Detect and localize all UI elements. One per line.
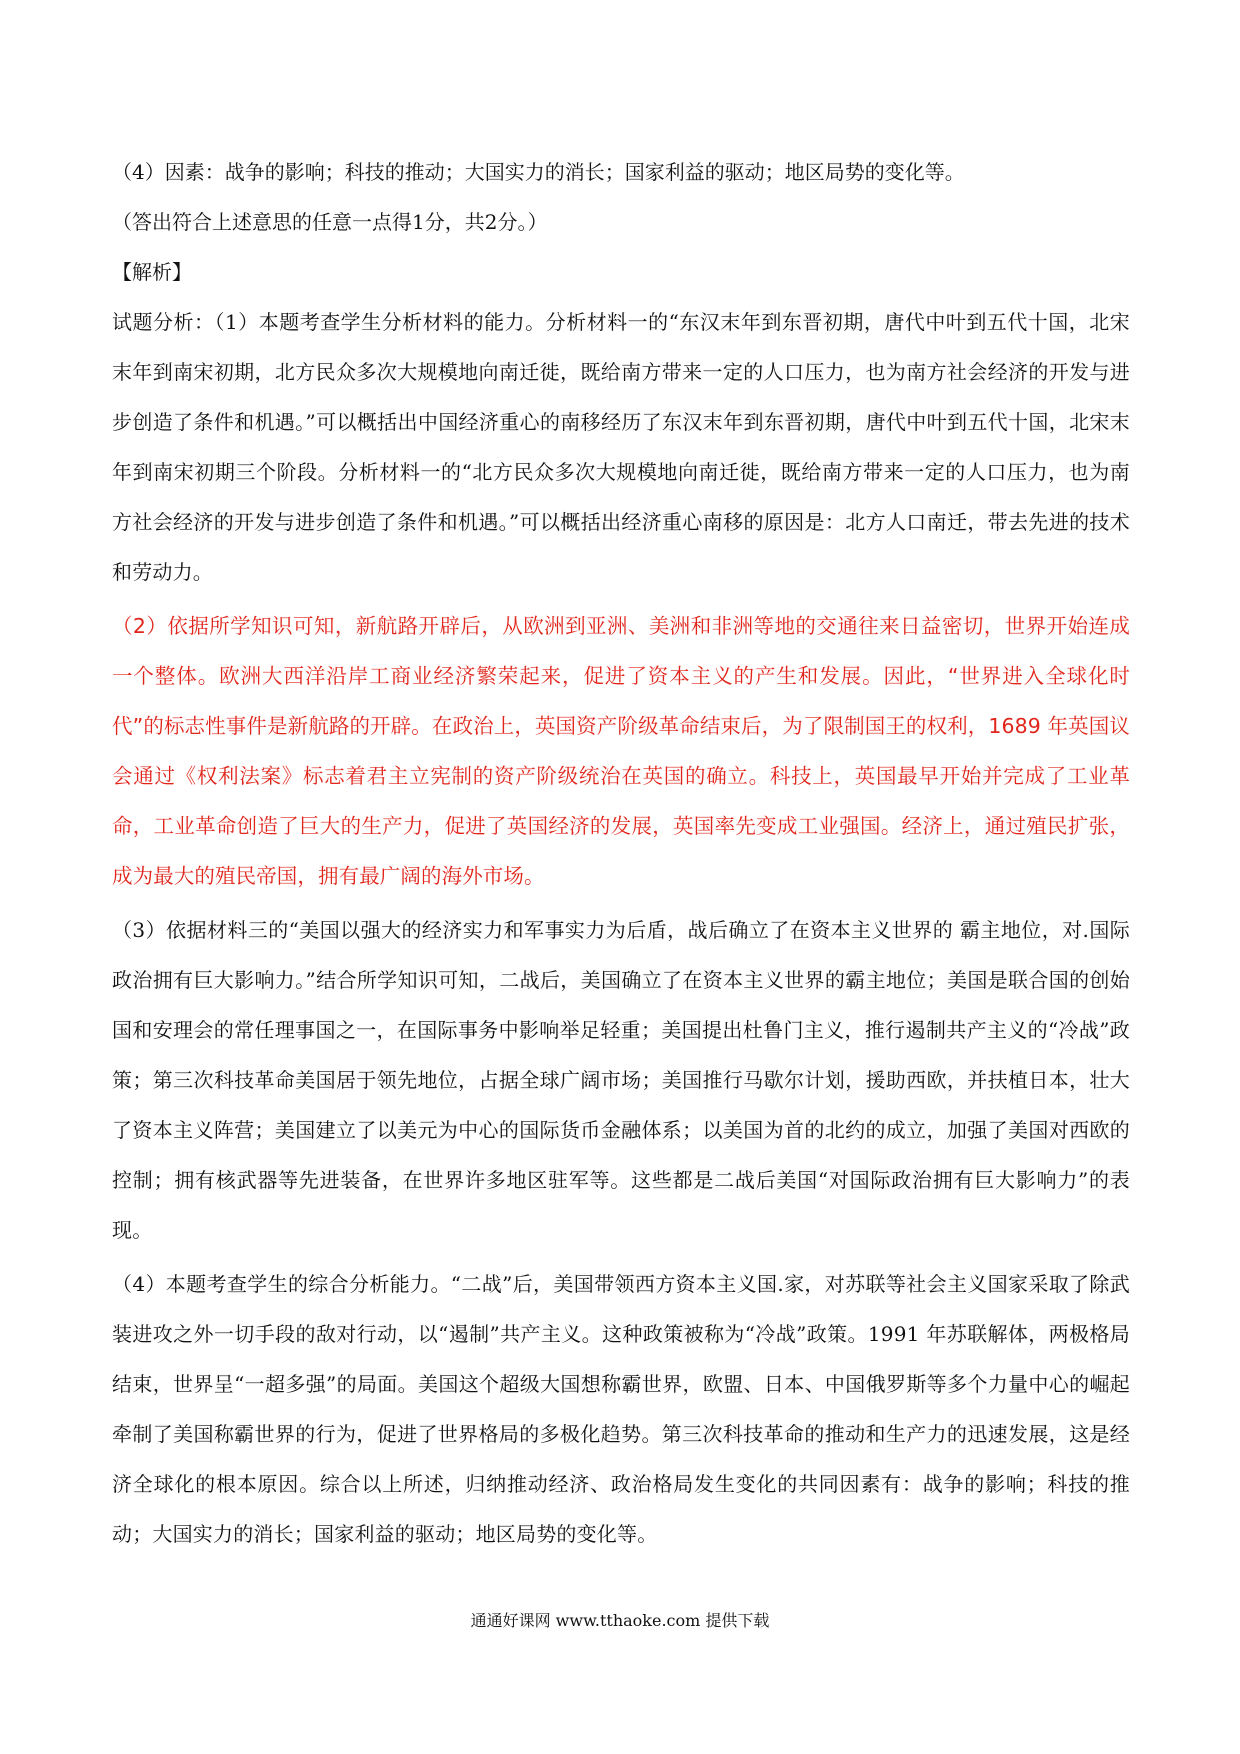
analysis-heading: 【解析】: [112, 260, 192, 284]
analysis-part-3: （3）依据材料三的“美国以强大的经济实力和军事实力为后盾，战后确立了在资本主义世界的 霸主地位，对.国际政治拥有巨大影响力。”结合所学知识可知，二战后，美国确立了在资本主义世界的霸主地位；美国是联合国的创始国和安理会的常任理事国之一，在国际事务中影响举足轻重；美国提出杜鲁门主义，推行遏制共产主义的“冷战”政策；第三次科技革命美国居于领先地位，占据全球广阔市场；美国推行马歇尔计划，援助西欧，并扶植日本，壮大了资本主义阵营；美国建立了以美元为中心的国际货币金融体系；以美国为首的北约的成立，加强了美国对西欧的控制；拥有核武器等先进装备，在世界许多地区驻军等。这些都是二战后美国“对国际政治拥有巨大影响力”的表现。: [112, 918, 1130, 1242]
page-content: [112, 155, 1130, 1559]
analysis-part-4: （4）本题考查学生的综合分析能力。“二战”后，美国带领西方资本主义国.家，对苏联等社会主义国家采取了除武装进攻之外一切手段的敌对行动，以“遏制”共产主义。这种政策被称为“冷战”政策。1991 年苏联解体，两极格局结束，世界呈“一超多强”的局面。美国这个超级大国想称霸世界，欧盟、日本、中国俄罗斯等多个力量中心的崛起牵制了美国称霸世界的行为，促进了世界格局的多极化趋势。第三次科技革命的推动和生产力的迅速发展，这是经济全球化的根本原因。综合以上所述，归纳推动经济、政治格局发生变化的共同因素有：战争的影响；科技的推动；大国实力的消长；国家利益的驱动；地区局势的变化等。: [112, 1272, 1130, 1546]
scoring-note: （答出符合上述意思的任意一点得1分，共2分。）: [112, 210, 548, 234]
analysis-part-1: 试题分析：（1）本题考查学生分析材料的能力。分析材料一的“东汉末年到东晋初期，唐代中叶到五代十国，北宋末年到南宋初期，北方民众多次大规模地向南迁徙，既给南方带来一定的人口压力，也为南方社会经济的开发与进步创造了条件和机遇。”可以概括出中国经济重心的南移经历了东汉末年到东晋初期，唐代中叶到五代十国，北宋末年到南宋初期三个阶段。分析材料一的“北方民众多次大规模地向南迁徙，既给南方带来一定的人口压力，也为南方社会经济的开发与进步创造了条件和机遇。”可以概括出经济重心南移的原因是：北方人口南迁，带去先进的技术和劳动力。: [112, 310, 1130, 584]
page-footer: 通通好课网 www.tthaoke.com 提供下载: [470, 1611, 770, 1630]
analysis-part-2-highlighted: （2）依据所学知识可知，新航路开辟后，从欧洲到亚洲、美洲和非洲等地的交通往来日益密切，世界开始连成一个整体。欧洲大西洋沿岸工商业经济繁荣起来，促进了资本主义的产生和发展。因此，“世界进入全球化时代”的标志性事件是新航路的开辟。在政治上，英国资产阶级革命结束后，为了限制国王的权利，1689 年英国议会通过《权利法案》标志着君主立宪制的资产阶级统治在英国的确立。科技上，英国最早开始并完成了工业革命，工业革命创造了巨大的生产力，促进了英国经济的发展，英国率先变成工业强国。经济上，通过殖民扩张，成为最大的殖民帝国，拥有最广阔的海外市场。: [112, 614, 1130, 888]
answer-item-4-factors: （4）因素：战争的影响；科技的推动；大国实力的消长；国家利益的驱动；地区局势的变化等。: [112, 160, 965, 184]
